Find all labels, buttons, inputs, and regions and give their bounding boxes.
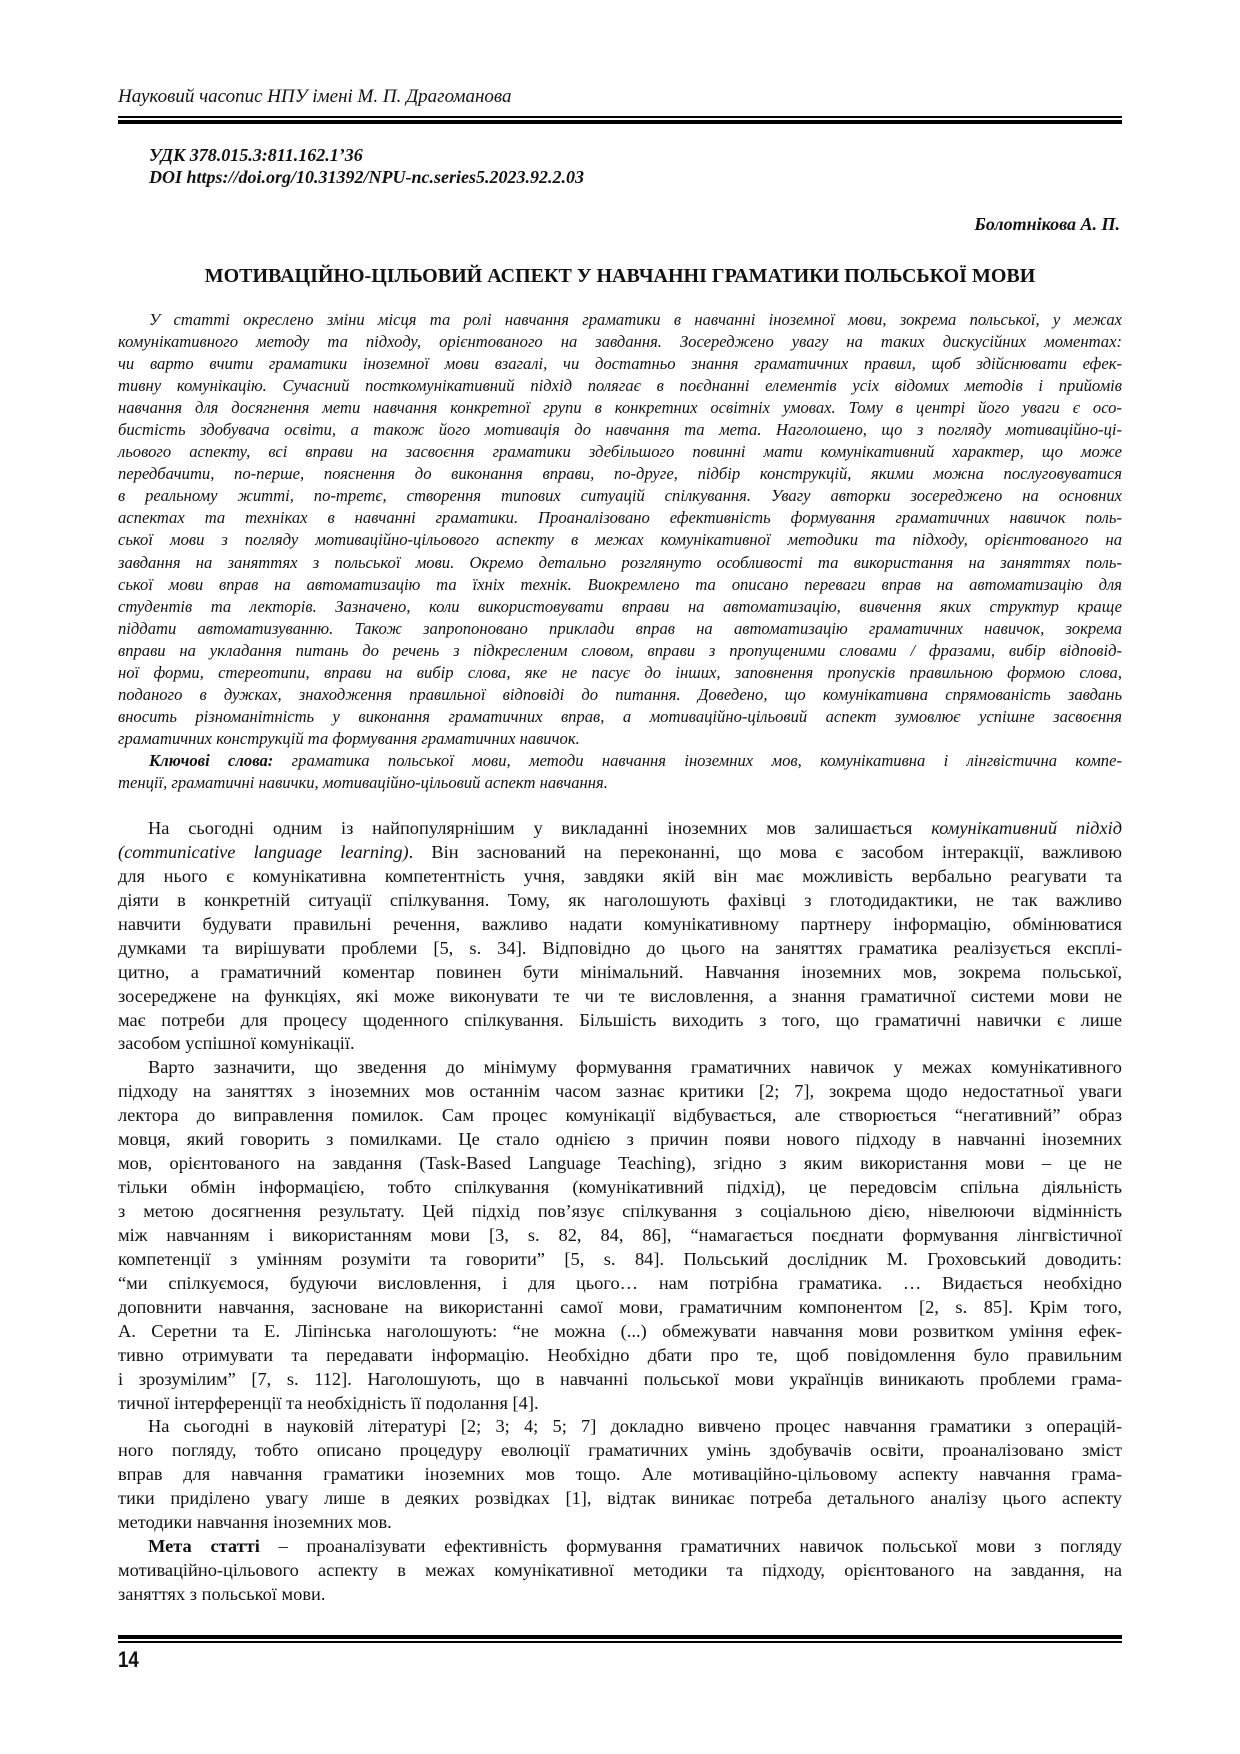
text-line: бистість здобувача освіти, а також його мотивація до навчання та мета. Наголошено, що з погляду мотиваційно-ці- xyxy=(118,420,1122,440)
text-line: вносить різноманітність у виконання граматичних вправ, а мотиваційно-цільовий аспект зумовлює успішне засвоєння xyxy=(118,706,1122,726)
text-line: А. Серетни та Е. Ліпінська наголошують: “не можна (...) обмежувати навчання мови розвитком уміння ефек- xyxy=(118,1320,1122,1341)
paragraph xyxy=(118,1535,1122,1607)
text-line: “ми спілкуємося, будуючи висловлення, і для цього… нам потрібна граматика. … Видається необхідно xyxy=(118,1272,1122,1293)
text-line: студентів та лекторів. Зазначено, коли використовувати вправи на автоматизацію, вивчення яких структур краще xyxy=(118,596,1122,616)
footer-rule-thin xyxy=(118,1641,1122,1643)
text-line: з метою досягнення результату. Цей підхід пов’язує спілкування з соціальною дією, нівелюючи відмінність xyxy=(118,1201,1122,1221)
udc-code: УДК 378.015.3:811.162.1’36 xyxy=(149,145,363,165)
text-line xyxy=(118,817,1122,841)
text-line: тивно отримувати та передавати інформацію. Необхідно дбати про те, щоб повідомлення було правильним xyxy=(118,1344,1122,1365)
text-line: граматичних конструкцій та формування граматичних навичок. xyxy=(118,728,580,748)
text-line: ного погляду, тобто описано процедуру еволюції граматичних умінь здобувачів освіти, проаналізовано зміст xyxy=(118,1440,1122,1461)
text-line: лектора до виправлення помилок. Сам процес комунікації відбувається, але створюється “негативний” образ xyxy=(118,1105,1122,1126)
text-line: мов, орієнтованого на завдання (Task-Based Language Teaching), згідно з яким використання мови – це не xyxy=(118,1153,1122,1174)
text-line: компетенції з умінням розуміти та говорити” [5, s. 84]. Польський дослідник М. Гроховський доводить: xyxy=(118,1248,1122,1269)
text-line: засобом успішної комунікації. xyxy=(118,1033,355,1054)
text-line xyxy=(118,1535,1122,1559)
paragraph xyxy=(118,1056,1122,1415)
journal-running-header: Науковий часопис НПУ імені М. П. Драгоманова xyxy=(118,86,512,107)
text-line: діяти в конкретній ситуації спілкування. Тому, як наголошують фахівці з глотодидактики, не так важливо xyxy=(118,889,1122,910)
text-span: – проаналізувати ефективність формування граматичних навичок польської мови з погляду xyxy=(259,1536,1123,1557)
text-line: вправ для навчання граматики іноземних мов тощо. Але мотиваційно-цільовому аспекту навчання грама- xyxy=(118,1464,1122,1485)
italic-text: (communicative language learning) xyxy=(118,841,409,862)
text-line: мотиваційно-цільового аспекту в межах комунікативної методики та підходу, орієнтованого на завдання, на xyxy=(118,1560,1122,1581)
text-line: передбачити, по-перше, пояснення до виконання вправи, по-друге, підбір конструкцій, якими можна послуговуватися xyxy=(118,464,1122,484)
bold-text: Ключові слова: xyxy=(149,750,274,770)
footer-rule-thick xyxy=(118,1635,1122,1639)
text-line: ської мови вправ на автоматизацію та їхніх технік. Виокремлено та описано переваги вправ на автоматизацію для xyxy=(118,574,1122,594)
text-line xyxy=(118,750,1122,772)
text-line: методики навчання іноземних мов. xyxy=(118,1512,392,1533)
text-line: аспектах та техніках в навчанні граматики. Проаналізовано ефективність формування граматичних навичок поль- xyxy=(118,508,1122,528)
author-name: Болотнікова А. П. xyxy=(974,214,1120,234)
page-number: 14 xyxy=(118,1647,139,1672)
article-body xyxy=(118,817,1122,1607)
text-line: На сьогодні в науковій літературі [2; 3; 4; 5; 7] докладно вивчено процес навчання граматики з операцій- xyxy=(148,1416,1122,1437)
text-line: льового аспекту, всі вправи на засвоєння граматики здебільшого повинні мати комунікативний характер, що може xyxy=(118,442,1122,462)
text-line: мовця, який говорить з помилками. Це стало однією з причин появи нового підходу в навчанні іноземних xyxy=(118,1129,1122,1150)
text-line: тенції, граматичні навички, мотиваційно-цільовий аспект навчання. xyxy=(118,772,608,792)
text-line: заняттях з польської мови. xyxy=(118,1584,326,1604)
text-line: і зрозумілим” [7, s. 112]. Наголошують, що в навчанні польської мови українців виникають проблеми грама- xyxy=(118,1368,1122,1389)
article-title: МОТИВАЦІЙНО-ЦІЛЬОВИЙ АСПЕКТ У НАВЧАННІ ГРАМАТИКИ ПОЛЬСЬКОЇ МОВИ xyxy=(204,265,1036,287)
text-line: поданого в дужках, знаходження правильної відповіді до питання. Доведено, що комунікативна спрямованість завдань xyxy=(118,684,1122,704)
text-line: чи варто вчити граматики іноземної мови взагалі, чи достатньо знання граматичних правил, щоб здійснювати ефек- xyxy=(118,354,1122,374)
text-line: комунікативного методу та підходу, орієнтованого на завдання. Зосереджено увагу на таких дискусійних моментах: xyxy=(118,332,1122,352)
text-line: ської мови з погляду мотиваційно-цільового аспекту в межах комунікативної методики та підходу, орієнтованого на xyxy=(118,530,1122,550)
text-line: зосереджене на функціях, які може виконувати те чи те висловлення, а знання граматичної системи мови не xyxy=(118,985,1122,1006)
text-line: навчити будувати правильні речення, важливо надати комунікативному партнеру інформацію, обмінюватися xyxy=(118,913,1122,934)
text-line: тичної інтерференції та необхідність її подолання [4]. xyxy=(118,1392,539,1413)
text-line xyxy=(118,841,1122,865)
text-line: піддати автоматизуванню. Також запропоновано приклади вправ на автоматизацію граматичних навичок, зокрема xyxy=(118,618,1122,638)
text-span: . Він заснований на переконанні, що мова є засобом інтеракції, важливою xyxy=(408,841,1122,862)
text-line: доповнити навчання, засноване на використанні самої мови, граматичним компонентом [2, s. 85]. Крім того, xyxy=(118,1296,1122,1317)
header-rule-thin xyxy=(118,116,1122,118)
text-line: У статті окреслено зміни місця та ролі навчання граматики в навчанні іноземної мови, зокрема польської, у межах xyxy=(149,310,1122,329)
paragraph xyxy=(118,309,1122,750)
doi-link[interactable]: DOI https://doi.org/10.31392/NPU-nc.series5.2023.92.2.03 xyxy=(149,167,585,187)
text-line: завдання на заняттях з польської мови. Окремо детально розглянуто особливості та використання на заняттях поль- xyxy=(118,552,1122,572)
italic-text: комунікативний підхід xyxy=(931,818,1123,838)
text-span: На сьогодні одним із найпопулярнішим у викладанні іноземних мов залишається xyxy=(148,818,932,838)
text-line: між навчанням і використанням мови [3, s. 82, 84, 86], “намагається поєднати формування лінгвістичної xyxy=(118,1224,1122,1245)
text-line: цитно, а граматичний коментар повинен бути мінімальний. Навчання іноземних мов, зокрема польської, xyxy=(118,961,1122,982)
text-line: підходу на заняттях з іноземних мов останнім часом зазнає критики [2; 7], зокрема щодо недостатньої уваги xyxy=(118,1081,1122,1102)
header-rule-thick xyxy=(118,120,1122,124)
paragraph xyxy=(118,817,1122,1056)
text-line: тільки обмін інформацією, тобто спілкування (комунікативний підхід), це передовсім спільна діяльність xyxy=(118,1177,1122,1198)
text-line: для нього є комунікативна компетентність учня, завдяки якій він має можливість вербально реагувати та xyxy=(118,865,1122,886)
paragraph xyxy=(118,750,1122,794)
text-line: в реальному житті, по-третє, створення типових ситуацій спілкування. Увагу авторки зосереджено на основних xyxy=(118,486,1122,506)
text-line: Варто зазначити, що зведення до мінімуму формування граматичних навичок у межах комунікативного xyxy=(148,1057,1122,1078)
text-line: має потреби для процесу щоденного спілкування. Більшість виходить з того, що граматичні навички є лише xyxy=(118,1009,1122,1030)
text-span: граматика польської мови, методи навчання іноземних мов, комунікативна і лінгвістична компе- xyxy=(273,750,1122,770)
bold-text: Мета статті xyxy=(148,1536,260,1557)
abstract xyxy=(118,309,1122,794)
text-line: тивну комунікацію. Сучасний посткомунікативний підхід полягає в поєднанні елементів усіх відомих методів і прийомів xyxy=(118,376,1122,396)
text-line: ної форми, стереотипи, вправи на вибір слова, яке не пасує до інших, заповнення пропусків правильною формою слова, xyxy=(118,662,1122,682)
paragraph xyxy=(118,1415,1122,1535)
text-line: тики приділено увагу лише в деяких розвідках [1], відтак виникає потреба детального аналізу цього аспекту xyxy=(118,1488,1122,1509)
text-line: думками та вирішувати проблеми [5, s. 34]. Відповідно до цього на заняттях граматика реалізується експлі- xyxy=(118,937,1122,958)
text-line: вправи на укладання питань до речень з підкресленим словом, вправи з пропущеними словами / фразами, вибір відповід- xyxy=(118,640,1122,660)
text-line: навчання для досягнення мети навчання конкретної групи в конкретних освітніх умовах. Тому в центрі його уваги є осо- xyxy=(118,398,1122,418)
